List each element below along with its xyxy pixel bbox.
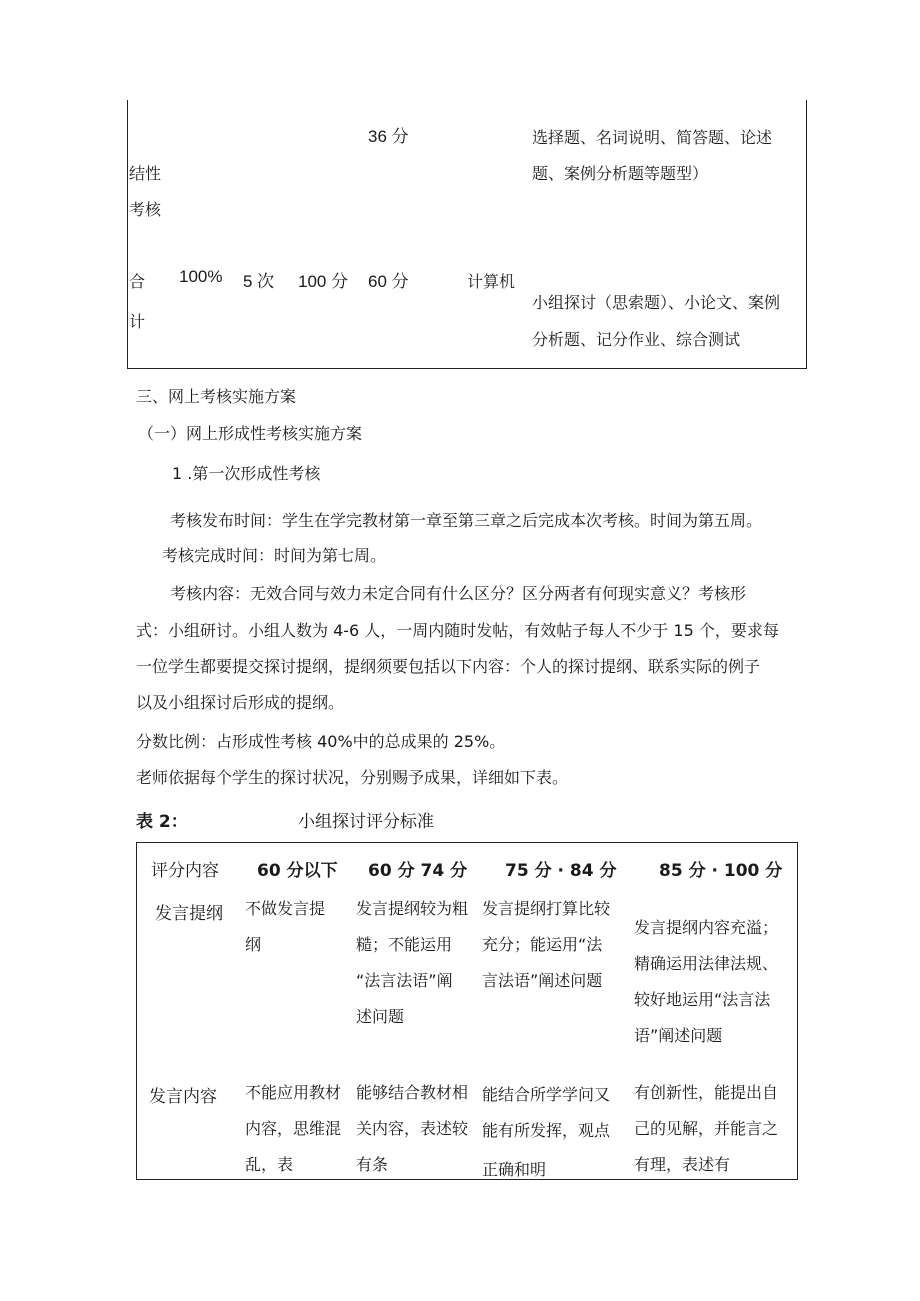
row-outline-c3-line2: 充分；能运用“法 — [482, 935, 603, 954]
total-full-score: 100 分 — [298, 272, 349, 291]
row-outline-c4-line3: 较好地运用“法言法 — [634, 990, 771, 1009]
row-outline-c2-line1: 发言提纲较为粗 — [356, 899, 469, 918]
row-content-c4-line1: 有创新性，能提出自 — [634, 1083, 779, 1102]
row-outline-c4-line2: 精确运用法律法规、 — [634, 954, 779, 973]
row-outline-c3-line1: 发言提纲打算比较 — [482, 899, 611, 918]
header-below-60: 60 分以下 — [257, 861, 338, 881]
row-content-c4-line3: 有理，表述有 — [634, 1155, 731, 1174]
row-content-c1-line3: 乱，表 — [245, 1155, 294, 1174]
row-content-c3-line1: 能结合所学学问又 — [482, 1085, 611, 1104]
final-exam-desc-line1: 选择题、名词说明、简答题、论述 — [532, 128, 773, 147]
total-weight: 100% — [179, 267, 223, 286]
complete-time: 考核完成时间：时间为第七周。 — [162, 546, 387, 565]
subsection-heading: （一）网上形成性考核实施方案 — [138, 424, 363, 443]
row-content-c2-line1: 能够结合教材相 — [356, 1083, 469, 1102]
content-line2: 式：小组研讨。小组人数为 4-6 人，一周内随时发帖，有效帖子每人不少于 15 个，要求每 — [136, 621, 779, 640]
release-time: 考核发布时间：学生在学完教材第一章至第三章之后完成本次考核。时间为第五周。 — [170, 511, 763, 530]
row-content-c3-line3: 正确和明 — [482, 1160, 547, 1179]
score-ratio: 分数比例：占形成性考核 40%中的总成果的 25%。 — [136, 732, 506, 751]
row-outline-c3-line3: 言法语”阐述问题 — [482, 971, 603, 990]
total-pass-score: 60 分 — [368, 272, 409, 291]
final-exam-score: 36 分 — [368, 127, 409, 146]
header-content: 评分内容 — [151, 861, 219, 881]
content-line4: 以及小组探讨后形成的提纲。 — [136, 693, 345, 712]
total-desc-line1: 小组探讨（思索题）、小论文、案例 — [532, 293, 781, 312]
table-caption-label: 表 2： — [136, 812, 188, 832]
final-exam-label-line2: 考核 — [129, 200, 162, 219]
row-outline-c1-line2: 纲 — [245, 935, 262, 954]
row-outline-c2-line2: 糙；不能运用 — [356, 935, 453, 954]
row-outline-c1-line1: 不做发言提 — [245, 899, 326, 918]
row-outline-c2-line4: 述问题 — [356, 1007, 405, 1026]
table-caption-title: 小组探讨评分标准 — [298, 812, 434, 832]
header-75-84: 75 分 · 84 分 — [505, 861, 617, 881]
row-outline-c4-line1: 发言提纲内容充溢； — [634, 918, 779, 937]
total-label-line2: 计 — [129, 312, 146, 331]
row-outline-label: 发言提纲 — [155, 904, 223, 924]
total-times: 5 次 — [243, 272, 275, 291]
row-content-c1-line2: 内容，思维混 — [245, 1119, 342, 1138]
row-content-c2-line3: 有条 — [356, 1155, 389, 1174]
row-outline-c2-line3: “法言法语”阐 — [356, 971, 453, 990]
row-content-c4-line2: 己的见解，并能言之 — [634, 1119, 779, 1138]
row-content-c1-line1: 不能应用教材 — [245, 1083, 342, 1102]
row-content-c3-line2: 能有所发挥，观点 — [482, 1121, 611, 1140]
section-heading: 三、网上考核实施方案 — [136, 387, 297, 406]
row-content-label: 发言内容 — [149, 1087, 217, 1107]
content-line1: 考核内容：无效合同与效力未定合同有什么区分？区分两者有何现实意义？考核形 — [170, 584, 747, 603]
final-exam-label-line1: 结性 — [129, 164, 162, 183]
teacher-note: 老师依据每个学生的探讨状况，分别赐予成果，详细如下表。 — [136, 768, 569, 787]
total-mode: 计算机 — [467, 272, 516, 291]
final-exam-desc-line2: 题、案例分析题等题型） — [532, 164, 709, 183]
header-85-100: 85 分 · 100 分 — [659, 861, 783, 881]
header-60-74: 60 分 74 分 — [368, 861, 468, 881]
content-line3: 一位学生都要提交探讨提纲，提纲须要包括以下内容：个人的探讨提纲、联系实际的例子 — [136, 657, 761, 676]
row-outline-c4-line4: 语”阐述问题 — [634, 1026, 723, 1045]
row-content-c2-line2: 关内容，表述较 — [356, 1119, 469, 1138]
total-label-line1: 合 — [129, 272, 146, 291]
item-heading: 1 .第一次形成性考核 — [172, 464, 321, 483]
total-desc-line2: 分析题、记分作业、综合测试 — [532, 330, 741, 349]
